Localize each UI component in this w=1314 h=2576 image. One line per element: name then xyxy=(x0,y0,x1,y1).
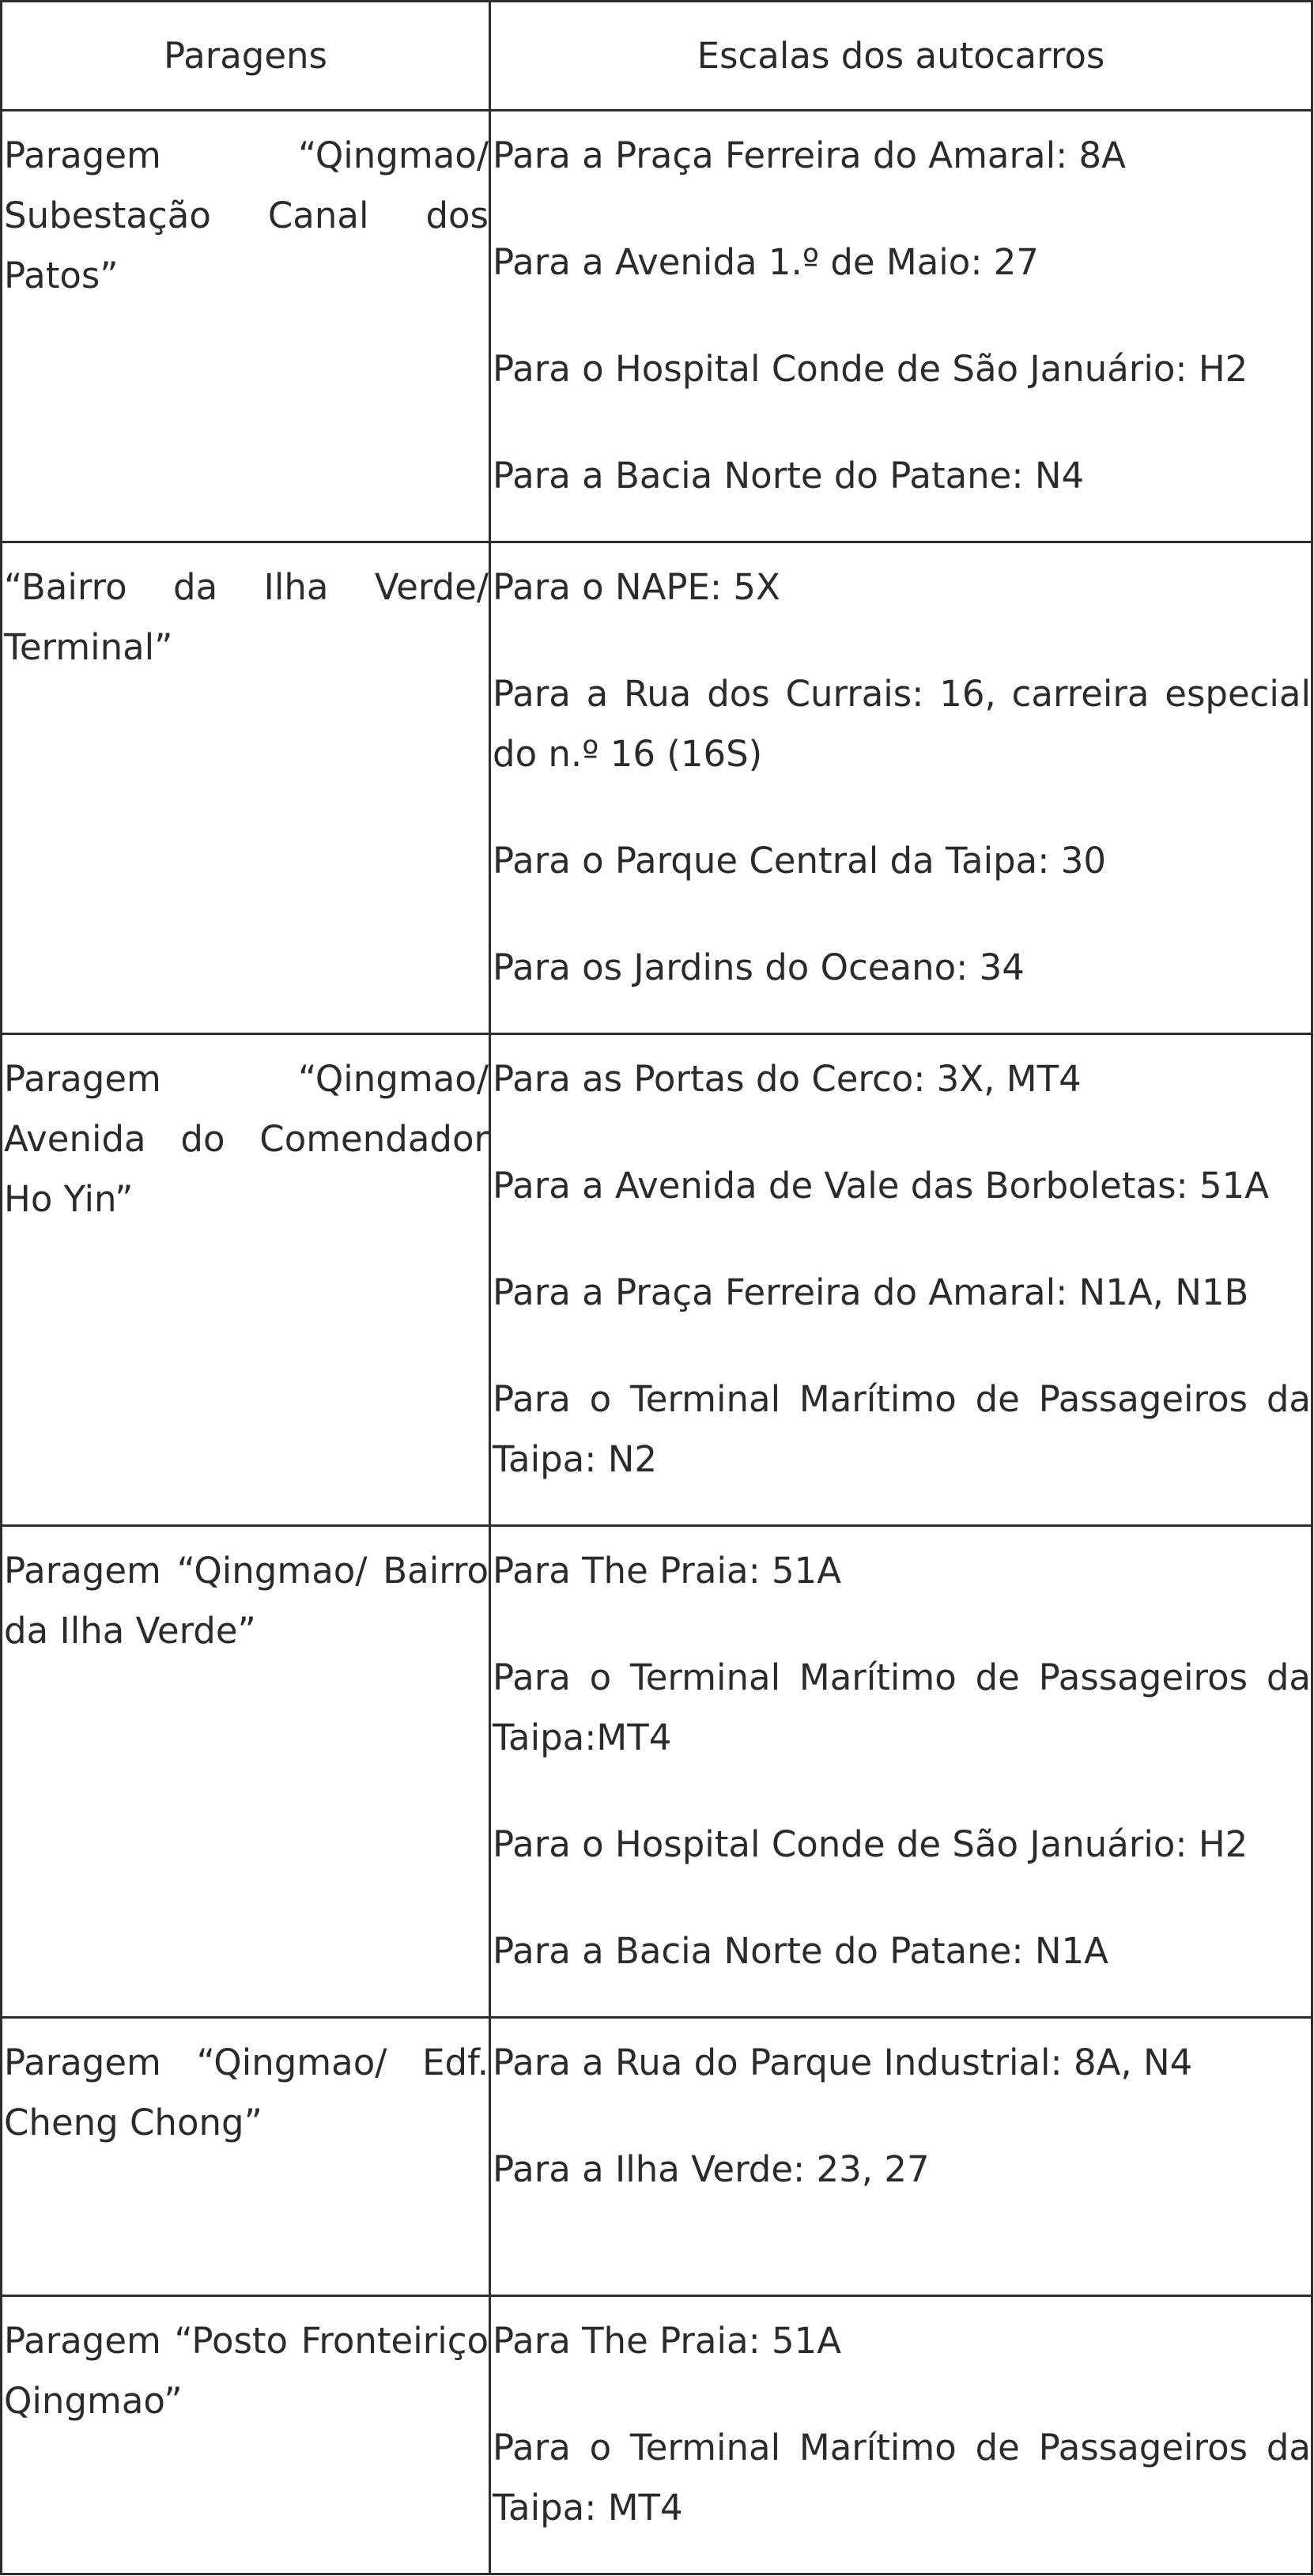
table-header-row xyxy=(2,2,1312,111)
route-entry: Para a Praça Ferreira do Amaral: 8A xyxy=(493,134,1126,176)
routes-cell xyxy=(490,111,1312,542)
table-row xyxy=(2,1526,1312,2018)
route-entry: Para o Terminal Marítimo de Passageiros da Taipa: N2 xyxy=(493,1378,1311,1480)
route-entry: Para o Parque Central da Taipa: 30 xyxy=(493,840,1106,882)
route-entry: Para os Jardins do Oceano: 34 xyxy=(493,946,1025,988)
route-entry: Para as Portas do Cerco: 3X, MT4 xyxy=(493,1058,1082,1100)
header-bus-routes: Escalas dos autocarros xyxy=(490,2,1312,111)
table-row xyxy=(2,542,1312,1034)
route-entry: Para o Hospital Conde de São Januário: H2 xyxy=(493,348,1248,390)
route-entry: Para o Terminal Marítimo de Passageiros da Taipa: MT4 xyxy=(493,2427,1311,2529)
route-entry: Para a Rua dos Currais: 16, carreira especial do n.º 16 (16S) xyxy=(493,673,1311,775)
table-row xyxy=(2,111,1312,542)
stop-name: “Bairro da Ilha Verde/ Terminal” xyxy=(2,542,490,1034)
route-entry: Para a Avenida de Vale das Borboletas: 51A xyxy=(493,1165,1270,1207)
routes-cell xyxy=(490,542,1312,1034)
route-entry: Para o Terminal Marítimo de Passageiros da Taipa:MT4 xyxy=(493,1656,1311,1758)
route-entry: Para o Hospital Conde de São Januário: H2 xyxy=(493,1823,1248,1865)
routes-cell xyxy=(490,1526,1312,2018)
route-entry: Para a Rua do Parque Industrial: 8A, N4 xyxy=(493,2042,1193,2083)
route-entry: Para a Ilha Verde: 23, 27 xyxy=(493,2148,930,2190)
route-entry: Para o NAPE: 5X xyxy=(493,566,780,608)
route-entry: Para a Bacia Norte do Patane: N1A xyxy=(493,1930,1108,1972)
routes-cell xyxy=(490,1034,1312,1526)
table-row xyxy=(2,2296,1312,2574)
routes-cell xyxy=(490,2296,1312,2574)
stop-name: Paragem “Qingmao/ Subestação Canal dos Patos” xyxy=(2,111,490,542)
stop-name: Paragem “Posto Fronteiriço Qingmao” xyxy=(2,2296,490,2574)
route-entry: Para The Praia: 51A xyxy=(493,1550,842,1592)
stop-name: Paragem “Qingmao/ Edf. Cheng Chong” xyxy=(2,2018,490,2296)
route-entry: Para a Avenida 1.º de Maio: 27 xyxy=(493,241,1040,283)
stop-name: Paragem “Qingmao/ Avenida do Comendador Ho Yin” xyxy=(2,1034,490,1526)
route-entry: Para a Bacia Norte do Patane: N4 xyxy=(493,455,1085,497)
route-entry: Para a Praça Ferreira do Amaral: N1A, N1B xyxy=(493,1271,1249,1313)
stop-name: Paragem “Qingmao/ Bairro da Ilha Verde” xyxy=(2,1526,490,2018)
routes-cell xyxy=(490,2018,1312,2296)
table-row xyxy=(2,1034,1312,1526)
header-stops: Paragens xyxy=(2,2,490,111)
table-row xyxy=(2,2018,1312,2296)
route-entry: Para The Praia: 51A xyxy=(493,2320,842,2362)
